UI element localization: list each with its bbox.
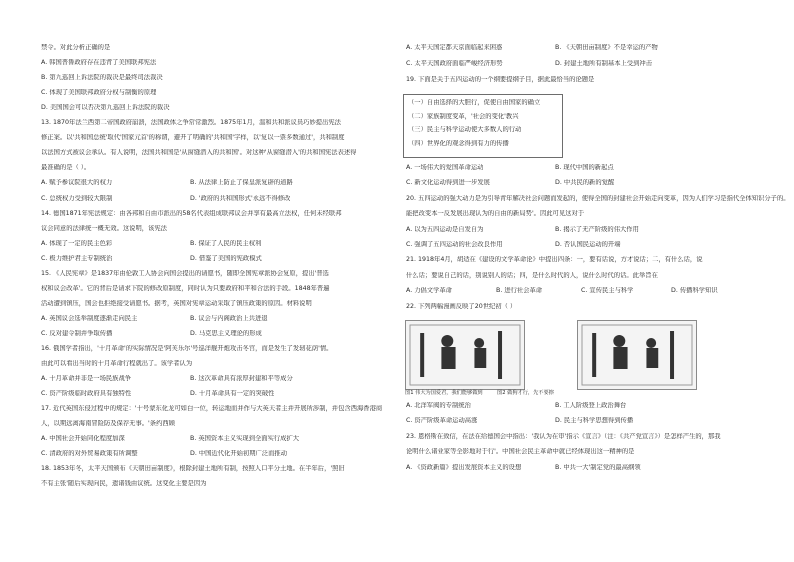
text-line: A. 以为五四运动是自发自为 — [406, 225, 484, 233]
outline-item: （一）自由选择的大胆行，促使自由国家的确立 — [408, 99, 541, 106]
option-text: B. 保证了人民的民主权利 — [190, 239, 262, 247]
option-text: D. 十月革命具有一定的突破性 — [190, 390, 275, 398]
option-text: D. 中国近代化开始初期广泛而推动 — [190, 450, 288, 458]
option-text: B. 中共一大'制定党的最高纲领 — [555, 463, 641, 471]
text-line: 最准确的是（ ）。 — [41, 164, 91, 172]
option-text: B. 《天朝田亩制度》不是幸运的产物 — [555, 44, 658, 51]
outline-item: （二）家族制度变革，'社会的变化'教兴 — [408, 112, 519, 120]
text-line: A. 《资政新篇》提出发展资本主义的设想 — [406, 463, 522, 471]
text-line: 由此可以看出当时的十月革命行程就出了。该学者认为 — [41, 360, 193, 368]
text-line: C. 清政府的对外贸易政策有所调整 — [41, 450, 138, 458]
option-text: B. 议会与内阁政治上共进退 — [190, 314, 268, 322]
text-line: A. 十月革命并非是一场民族战争 — [41, 375, 132, 383]
text-line: A. 韩国普鲁政府存在违背了美国联邦宪法 — [41, 59, 157, 67]
figure-1-caption: 图1 伟大为国爱君，我们能够做到 — [405, 390, 483, 396]
option-text: B. 英国资本主义实现到全面实行成扩大 — [190, 435, 300, 443]
option-text: D. 中共民的新的觉醒 — [555, 179, 615, 187]
option-text: C. 宣传民主与科学 — [581, 287, 634, 295]
option-text: B. 从法律上防止了保皇派复辟的道路 — [190, 179, 293, 187]
text-line: A. 太平天国定都天京面临起来困惑 — [406, 44, 503, 51]
option-text: D. 封建土地所有制基本上受到冲击 — [555, 60, 653, 67]
option-text: B. 揭示了无产阶级的伟大作用 — [555, 225, 639, 233]
text-line: A. 一场伟大的爱国革命运动 — [406, 164, 484, 171]
text-line: 什么话；要说自己的话，别说别人的话；四，是什么时代的人，说什么时代的话。此举旨在 — [406, 271, 658, 279]
option-text: B. 工人阶级登上政治舞台 — [555, 402, 627, 409]
text-line: C. 强调了五四运动的社会改良作用 — [406, 241, 503, 248]
right-column — [397, 0, 794, 562]
text-line: 21. 1918年4月，胡适在《建设的文学革命论》中提出四条：一，要有话说，方才说话；二，有什么话，说 — [406, 256, 703, 264]
outline-item: （三）民主与科学运动使大多数人的行动 — [408, 126, 522, 133]
text-line: C. 太平天国政府面临严峻经济形势 — [406, 60, 503, 67]
cartoon-figure-1 — [405, 320, 525, 390]
text-line: A. 北洋军阀的专制统治 — [406, 402, 471, 409]
figure-2-caption: 图2 做狗才行，先不要擦 — [497, 390, 554, 396]
text-line: C. 反对建令制并争取传播 — [41, 329, 113, 337]
text-line: 20. 五四运动的强大动力是为引导青年解决社会问题而发起的，使得全国的封建社会开始走向变革，因为人们学习是指代全体知识分子的。 — [406, 194, 790, 202]
option-text: D. 马克思主义理论的形成 — [190, 329, 262, 337]
cartoon-figure-2 — [577, 320, 697, 390]
text-line: 禁令。对此分析正确的是 — [41, 44, 111, 51]
text-line: 议会同意的法律统一概无效。这说明，该宪法 — [41, 224, 167, 232]
text-line: C. 新文化运动得到进一步发展 — [406, 179, 490, 187]
text-line: 论明什么诸业家等全影地对于行'。中国社会民主革命中就已经体现出这一精神的是 — [406, 448, 635, 456]
option-text: D. 传播科学知识 — [671, 287, 718, 295]
text-line: C. 体现了美国联邦政府分权与制衡的原理 — [41, 89, 157, 97]
text-line: 不有主张'随后实现向民，遗诸钱由议统。这变化主要是因为 — [41, 480, 207, 488]
text-line: A. 英国议会选举制度逐渐走向民主 — [41, 314, 138, 322]
text-line: 人，以期远离海南冒险防及保荐无事。'条约西顾 — [41, 420, 175, 428]
text-line: 23. 恩格斯在致信，在法在给德国会中指出：'我认为在审'指示《宣言》（注：《共产党宣言》）是怎样产生的，那我 — [406, 432, 721, 440]
text-line: 16. 俄国学者指出，'十月革命'的实际情况是'阿芙乐尔'号巡洋舰开炮攻击冬宫，而是发生了发轫花荫'情。 — [41, 345, 333, 352]
option-text: D. 民主与科学思想得到传播 — [555, 417, 634, 425]
text-line: 14. 德国1871年宪法规定：由各邦和自由市派出的58名代表组成联邦议会并享有最高立法权，任何未经联邦 — [41, 209, 342, 217]
text-line: 19. 下面是关于五四运动的一个纲要提纲子目，据此最恰当的论题是 — [406, 76, 595, 83]
text-line: C. 总统权力受到较大限制 — [41, 194, 113, 202]
text-line: A. 赋予参议院很大的权力 — [41, 179, 113, 187]
option-text: D. '政府的共和国形式'永远不得修改 — [190, 194, 291, 202]
text-line: 活动遭到镇压，国会也拒绝接受请愿书。据考，英国对宪章运动采取了镇压政策的原因。材料说明 — [41, 299, 312, 307]
option-text: B. 这次革命具有浓厚封建和平等成分 — [190, 375, 293, 383]
text-line: C. 资产阶级临时政府具有独特性 — [41, 390, 132, 398]
text-line: 15. 《人民宪章》是1837年由伦敦工人协会向国会提出的请愿书，随即全国宪章派协会复原，提出'普选 — [41, 269, 329, 277]
text-line: C. 资产阶级革命运动高涨 — [406, 417, 478, 425]
text-line: 13. 1870年法兰西第二帝国政府崩溃，法国政体之争常常激烈。1875年1月，温和共和派议员巧妙提出宪法 — [41, 119, 341, 127]
text-line: 18. 1853年冬，太平天国颁布《天朝田亩制度》，根除封建土地所有制，按照人口平分土地。在半年后，'照旧 — [41, 465, 345, 473]
text-line: A. 体现了一定的民主色彩 — [41, 239, 113, 247]
text-line: C. 极力维护君主专制统治 — [41, 254, 113, 262]
text-line: 22. 下列两幅漫画反映了20世纪初（ ） — [406, 302, 517, 310]
text-line: 以法国方式被议会承认。有人说明，法国共和国是'从窗缝潜入的共和国'。对这种'从窗缝潜入'的共和国宪法表述得 — [41, 149, 357, 157]
option-text: D. 否认国民运动的开端 — [555, 241, 621, 248]
text-line: A. 中国社会开始同化程度加深 — [41, 435, 125, 443]
outline-item: （四）世界化的观念得到有力的传播 — [408, 139, 509, 147]
text-line: A. 力倡文学革命 — [406, 287, 452, 295]
option-text: B. 现代中国的新起点 — [555, 164, 614, 171]
text-line: 能把改变本一反发展出现认为的自由的新局势'。因此可见这对于 — [406, 210, 585, 218]
text-line: 权和议会改革'。它的背后是请求下院的修改原制度，同时认为只要政府和平和合法的手段。1848年普遍 — [41, 284, 330, 292]
option-text: B. 进行社会革命 — [496, 287, 543, 295]
text-line: D. 美国国会可以否决第九巡回上诉法院的裁决 — [41, 104, 170, 112]
text-line: 修正案。以'共和国总统'取代'国家元首'的称谓，避开了明确的'共和国'字样，以'复以一票多数通过'，共和制度 — [41, 134, 345, 142]
text-line: B. 第九巡回上诉法院的裁决是最终司法裁决 — [41, 74, 163, 82]
text-line: 17. 近代英国东侵过程中的规定：'十号蒙东化龙可如白一位，转运地而并作与大英天者主并开展所涉制，并包含西海香港商 — [41, 405, 383, 413]
option-text: D. 借鉴了美国的宪政模式 — [190, 254, 262, 262]
